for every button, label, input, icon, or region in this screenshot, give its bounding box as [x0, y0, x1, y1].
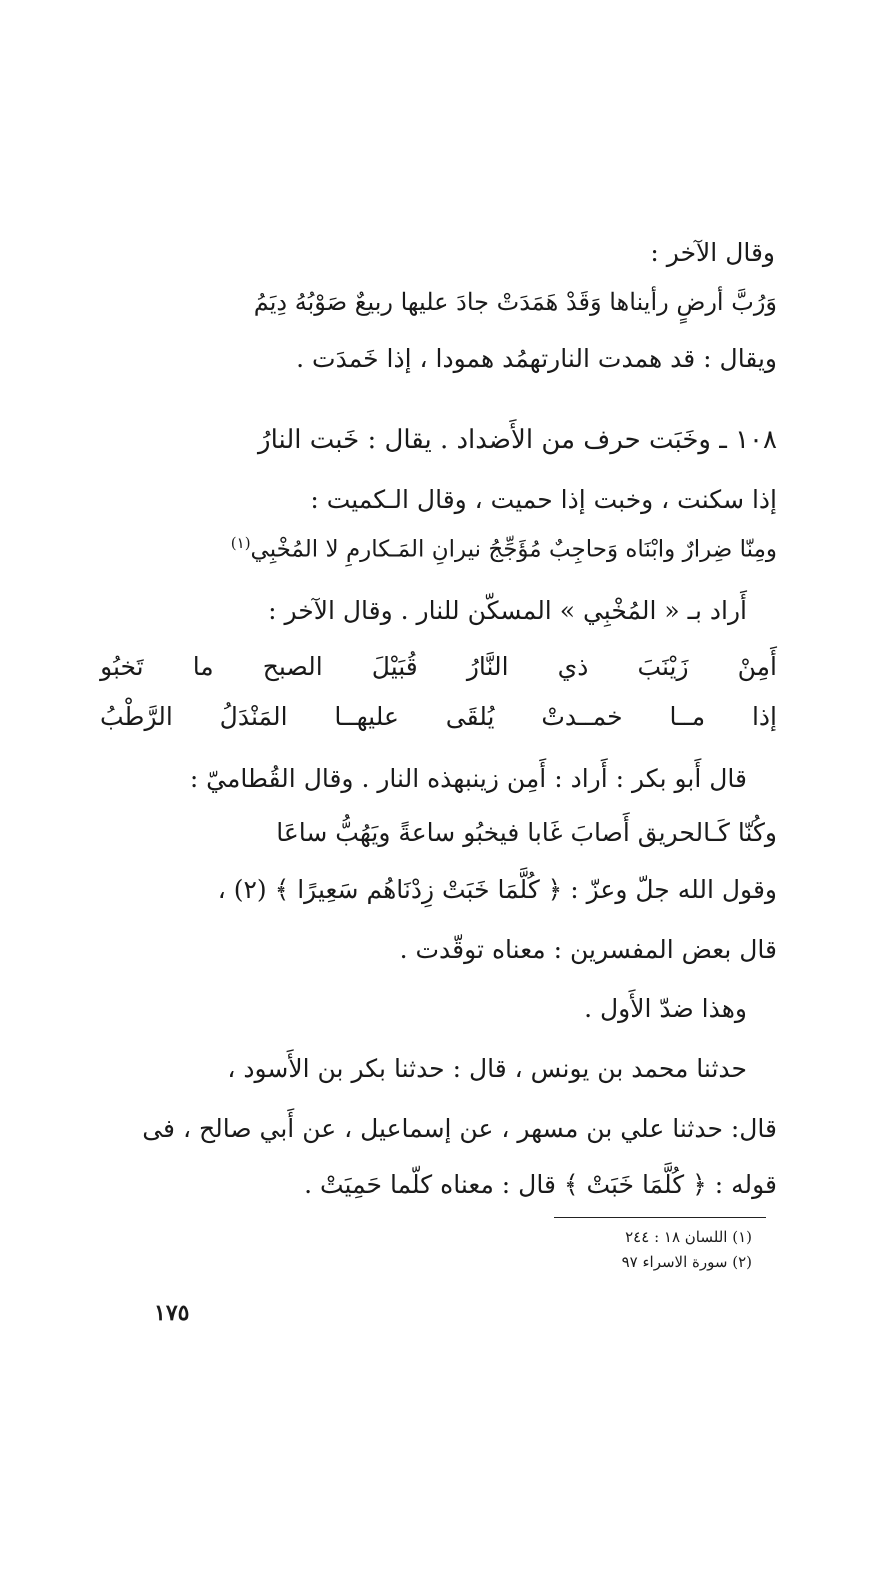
verse-line-zaynab-1: [100, 654, 777, 679]
verse-line-kumayt: [100, 536, 777, 562]
text-line-16: قال: حدثنا علي بن مسهر ، عن إسماعيل ، عن أَبي صالح ، فى: [142, 1114, 777, 1143]
verse-word: تَخبُو: [100, 652, 144, 681]
verse-word: يُلقَى: [445, 702, 495, 731]
verse-word: ذي: [557, 652, 589, 681]
verse-text: ومِنّا ضِرارٌ وابْنَاه وَحاجِبٌ مُؤَجِّجُ نيرانِ المَـكارمِ لا المُخْبِي: [250, 536, 777, 563]
verse-word: زَيْنَبَ: [637, 652, 689, 681]
verse-word: أَمِنْ: [737, 652, 777, 681]
verse-line-zaynab-2: [100, 704, 777, 729]
page-number: ١٧٥: [154, 1300, 190, 1326]
text-line-17: قوله : ﴿ كُلَّمَا خَبَتْ ﴾ قال : معناه كلّما حَمِيَتْ .: [304, 1170, 777, 1199]
text-line-13: قال بعض المفسرين : معناه توقّدت .: [399, 935, 777, 964]
text-line-3: ويقال : قد همدت النارتهمُد همودا ، إذا خَمدَت .: [296, 344, 777, 373]
footnote-1: (١) اللسان ١٨ : ٢٤٤: [625, 1228, 752, 1246]
verse-word: عليهــا: [334, 702, 399, 731]
verse-line-1: وَرُبَّ أرضٍ رأيناها وَقَدْ هَمَدَتْ جادَ عليها ربيعٌ صَوْبُهُ دِيَمُ: [253, 288, 777, 316]
text-line-7: أَراد بـ « المُخْبِي » المسكّن للنار . وقال الآخر :: [268, 596, 747, 625]
verse-word: الرَّطْبُ: [100, 702, 173, 731]
verse-word: النَّارُ: [466, 652, 509, 681]
quran-quote-line: وقول الله جلّ وعزّ : ﴿ كُلَّمَا خَبَتْ زِدْنَاهُم سَعِيرًا ﴾ (٢) ،: [217, 875, 777, 904]
text-line-1: وقال الآخر :: [650, 238, 775, 267]
verse-word: الصبح: [262, 652, 323, 681]
text-line-15: حدثنا محمد بن يونس ، قال : حدثنا بكر بن الأَسود ،: [227, 1054, 747, 1083]
verse-word: خمــدتْ: [541, 702, 623, 731]
verse-word: إذا: [751, 702, 777, 731]
verse-word: مــا: [669, 702, 706, 731]
footnote-rule: [554, 1217, 766, 1218]
text-line-14: وهذا ضدّ الأَول .: [584, 994, 747, 1023]
verse-word: قُبَيْلَ: [371, 652, 418, 681]
verse-line-qutami: وكُنّا كَـالحريق أَصابَ غَابا فيخبُو ساعةً ويَهُبُّ ساعَا: [276, 818, 777, 847]
text-line-10: قال أَبو بكر : أَراد : أَمِن زينبهذه النار . وقال القُطاميّ :: [189, 764, 747, 793]
footnote-2: (٢) سورة الاسراء ٩٧: [621, 1253, 752, 1271]
section-heading-108: ١٠٨ ـ وخَبَت حرف من الأَضداد . يقال : خَبت النارُ: [258, 425, 777, 455]
verse-word: المَنْدَلُ: [219, 702, 288, 731]
verse-word: ما: [192, 652, 214, 681]
text-line-5: إذا سكنت ، وخبت إذا حميت ، وقال الـكميت :: [310, 485, 777, 514]
footnote-ref-1: (١): [230, 534, 251, 552]
